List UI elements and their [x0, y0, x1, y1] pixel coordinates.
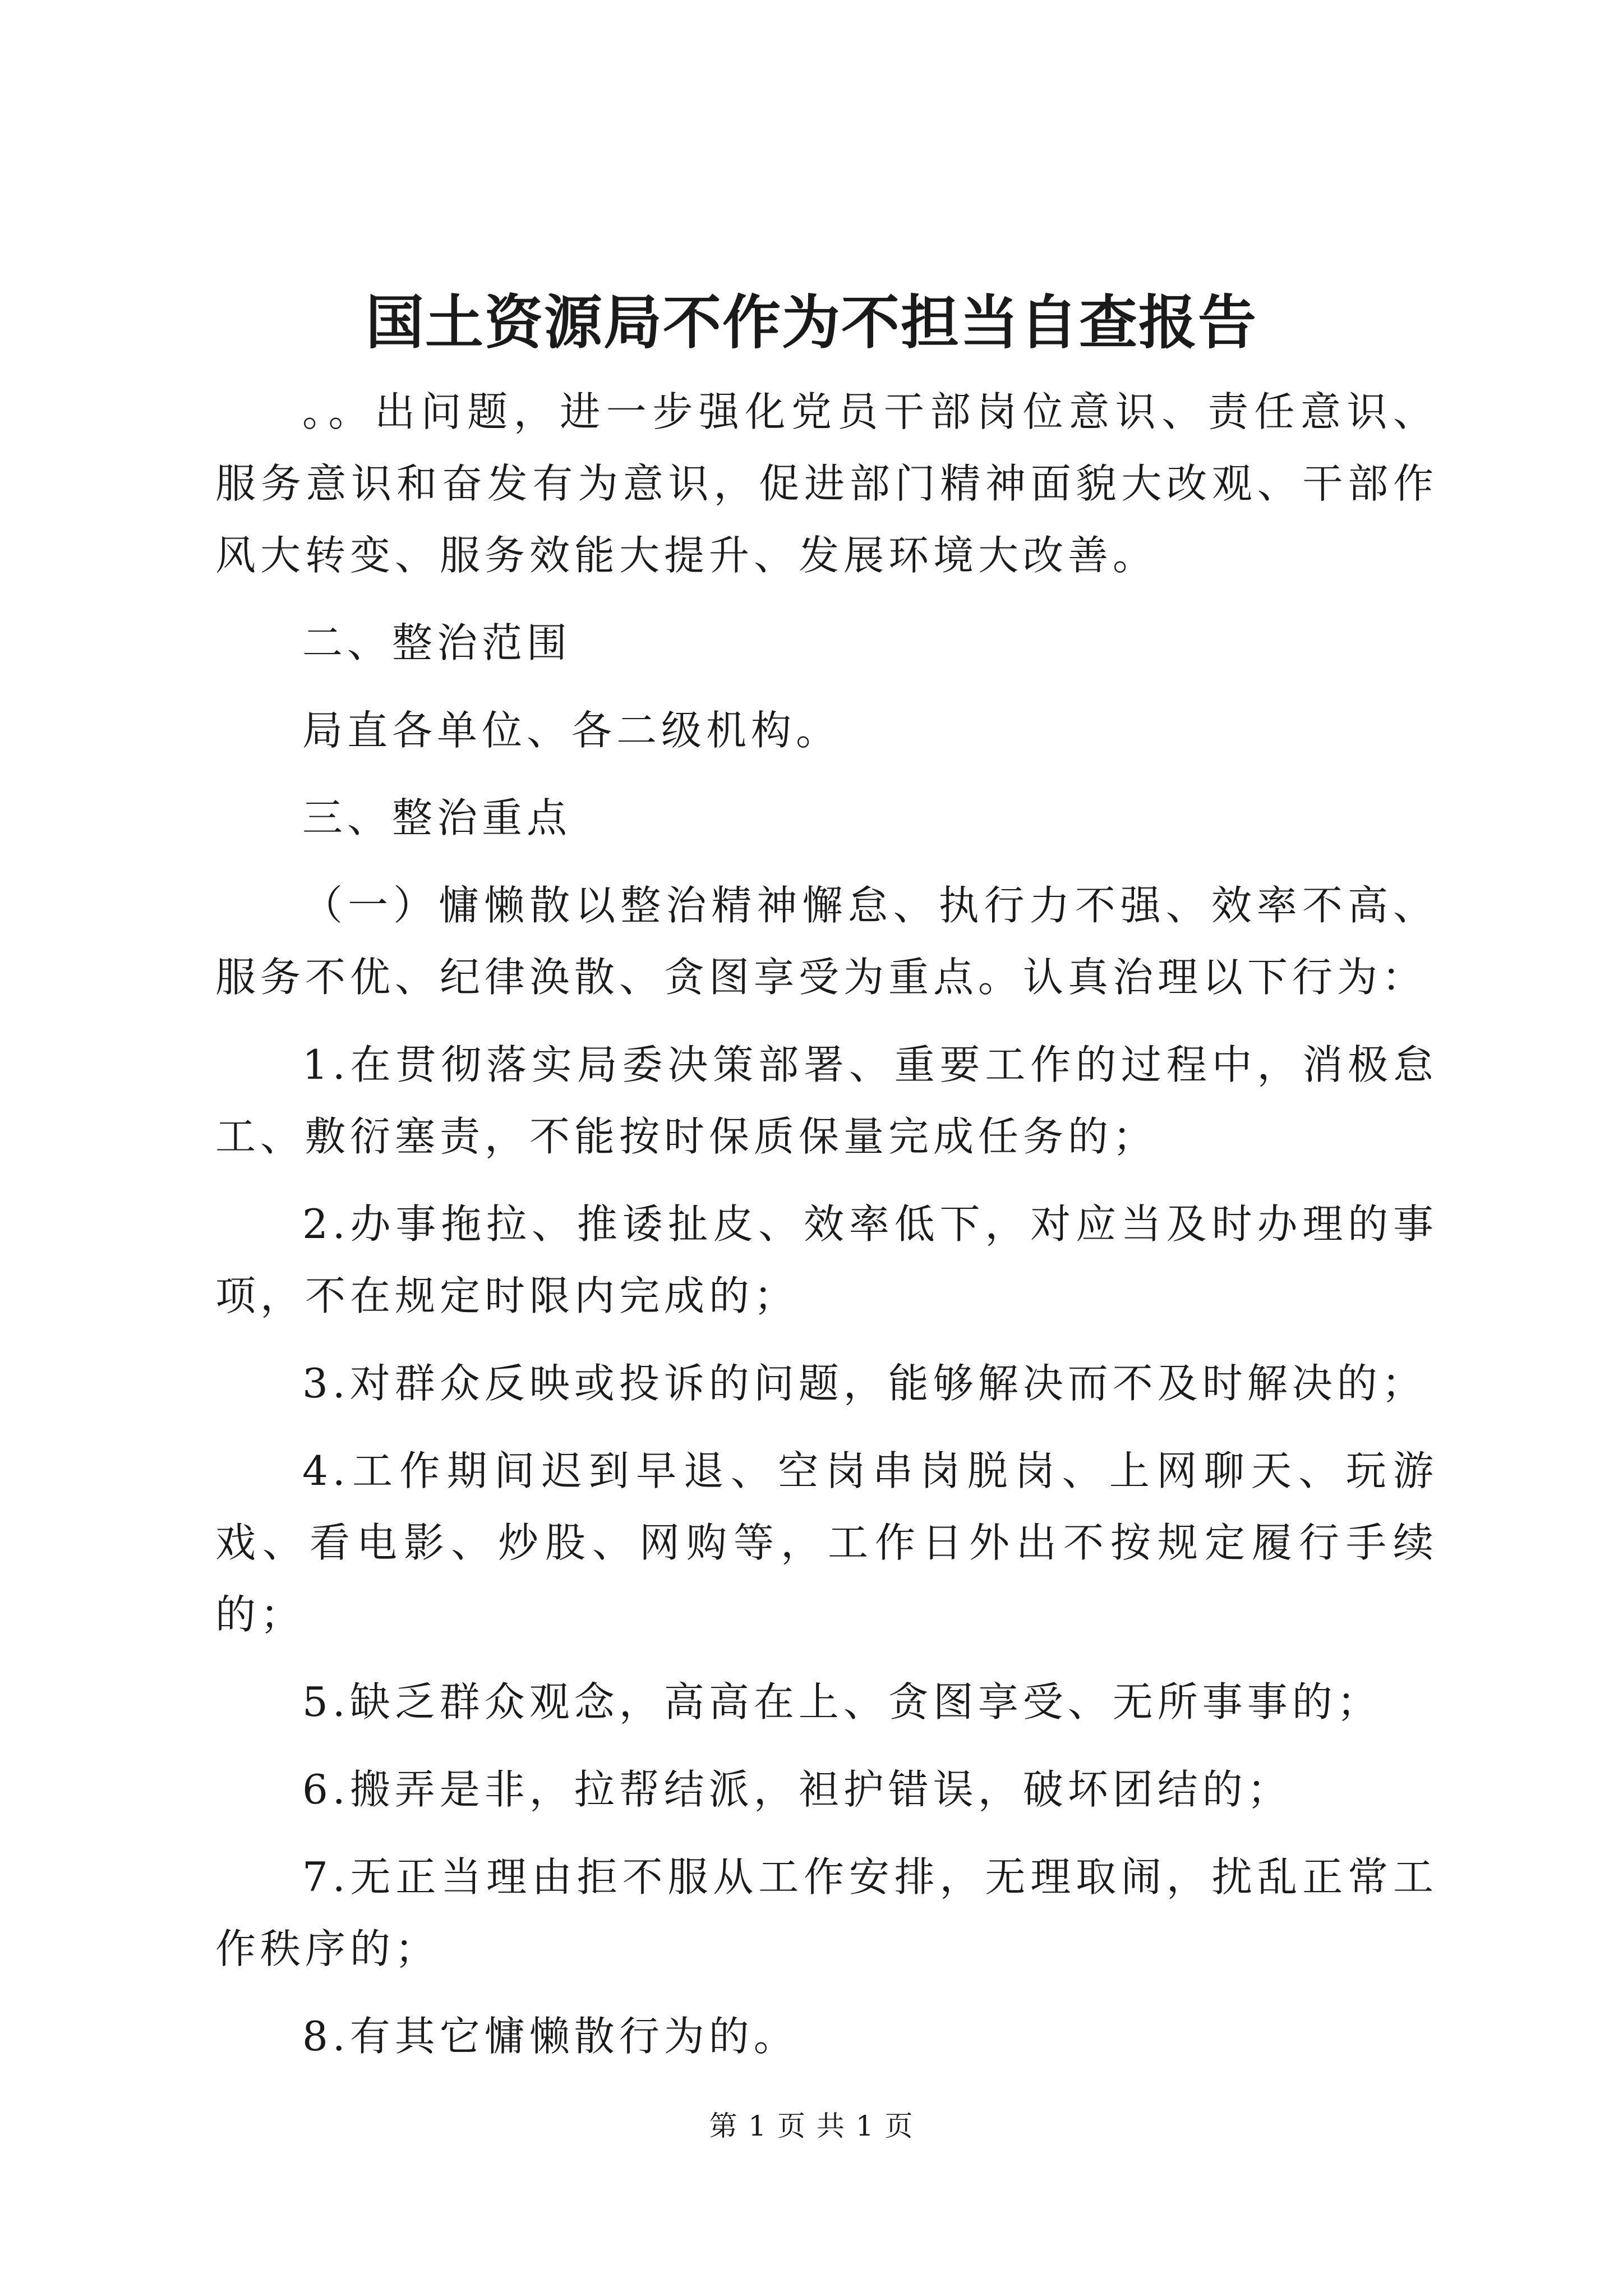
list-item-7: 7.无正当理由拒不服从工作安排，无理取闹，扰乱正常工作秩序的； [215, 1853, 1438, 1972]
page-footer: 第 1 页 共 1 页 [709, 2110, 914, 2142]
paragraph-focus-1: （一）慵懒散以整治精神懈怠、执行力不强、效率不高、服务不优、纪律涣散、贪图享受为重点。认真治理以下行为： [215, 882, 1438, 1001]
document-title: 国土资源局不作为不担当自查报告 [365, 288, 1257, 357]
section-heading-focus: 三、整治重点 [302, 794, 572, 841]
list-item-8: 8.有其它慵懒散行为的。 [302, 2013, 799, 2060]
list-item-2: 2.办事拖拉、推诿扯皮、效率低下，对应当及时办理的事项，不在规定时限内完成的； [215, 1200, 1438, 1319]
list-item-5: 5.缺乏群众观念，高高在上、贪图享受、无所事事的； [302, 1678, 1382, 1726]
paragraph-intro: 。。出问题，进一步强化党员干部岗位意识、责任意识、服务意识和奋发有为意识，促进部门精神面貌大改观、干部作风大转变、服务效能大提升、发展环境大改善。 [215, 388, 1438, 579]
list-item-1: 1.在贯彻落实局委决策部署、重要工作的过程中，消极怠工、敷衍塞责，不能按时保质保量完成任务的； [215, 1041, 1438, 1160]
list-item-6: 6.搬弄是非，拉帮结派，袒护错误，破坏团结的； [302, 1766, 1292, 1813]
document-body [215, 376, 1438, 2088]
list-item-4: 4.工作期间迟到早退、空岗串岗脱岗、上网聊天、玩游戏、看电影、炒股、网购等，工作日外出不按规定履行手续的； [215, 1447, 1438, 1638]
paragraph-scope: 局直各单位、各二级机构。 [302, 707, 841, 754]
section-heading-scope: 二、整治范围 [302, 619, 572, 666]
list-item-3: 3.对群众反映或投诉的问题，能够解决而不及时解决的； [302, 1360, 1427, 1407]
